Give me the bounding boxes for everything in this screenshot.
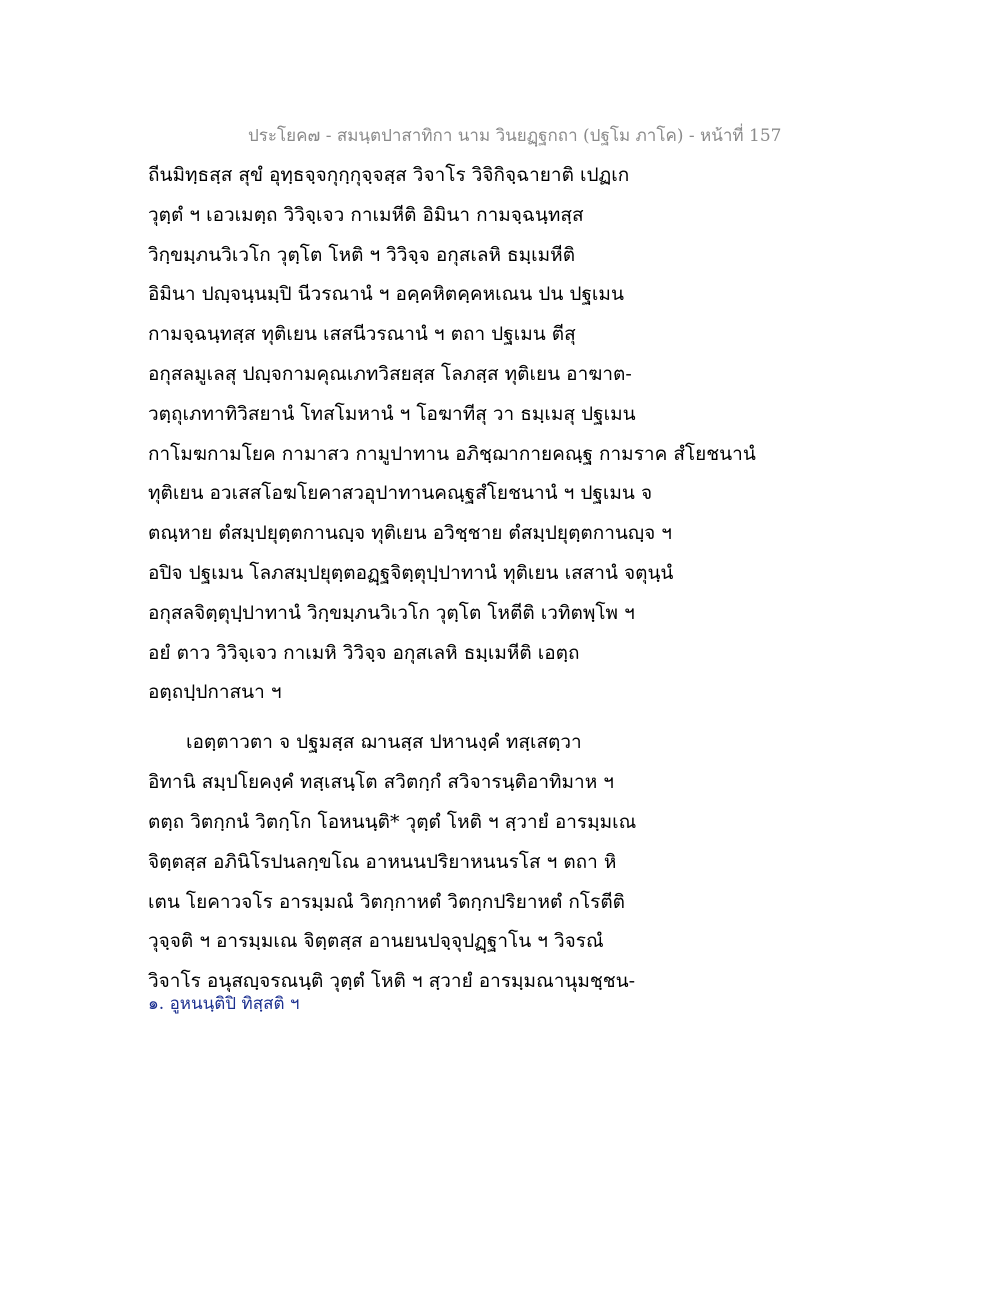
text-line: อกุสลจิตฺตุปฺปาทานํ วิกฺขมฺภนวิเวโก วุตฺโต โหตีติ เวทิตพฺโพ ฯ: [148, 601, 635, 624]
text-line: กาโมฆกามโยค กามาสว กามูปาทาน อภิชฺฌากายคณฺฐ กามราค สํโยชนานํ: [148, 442, 756, 465]
text-line: ถีนมิทฺธสฺส สุขํ อุทฺธจฺจกุกฺกุจฺจสฺส วิจาโร วิจิกิจฺฉายาติ เปฏเก: [148, 164, 630, 186]
text-line: อยํ ตาว วิวิจฺเจว กาเมหิ วิวิจฺจ อกุสเลหิ ธมฺเมหีติ เอตฺถ: [148, 641, 580, 664]
text-line: กามจฺฉนฺทสฺส ทุติเยน เสสนีวรณานํ ฯ ตถา ปฐเมน ตีสุ: [148, 323, 576, 346]
text-line: อิมินา ปญฺจนฺนมฺปิ นีวรณานํ ฯ อคฺคหิตคฺคหเณน ปน ปฐเมน: [148, 283, 624, 306]
text-line: อกุสลมูเลสุ ปญฺจกามคุณเภทวิสยสฺส โลภสฺส ทุติเยน อาฆาต-: [148, 362, 632, 385]
running-header: ประโยค๗ - สมนฺตปาสาทิกา นาม วินยฏฺฐกถา (ปฐโม ภาโค) - หน้าที่ 157: [248, 126, 782, 146]
text-line: อิทานิ สมฺปโยคงฺคํ ทสฺเสนฺโต สวิตกฺกํ สวิจารนฺติอาทิมาห ฯ: [148, 771, 614, 794]
text-line: ตณฺหาย ตํสมฺปยุตฺตกานญฺจ ทุติเยน อวิชฺชาย ตํสมฺปยุตฺตกานญฺจ ฯ: [148, 522, 672, 545]
text-line: วุจฺจติ ฯ อารมฺมเณ จิตฺตสฺส อานยนปจฺจุปฏฺฐาโน ฯ วิจรณํ: [148, 930, 604, 953]
text-line: ทุติเยน อวเสสโอฆโยคาสวอุปาทานคณฺฐสํโยชนานํ ฯ ปฐเมน จ: [148, 482, 653, 505]
text-line: เตน โยคาวจโร อารมฺมณํ วิตกฺกาหตํ วิตกฺกปริยาหตํ กโรตีติ: [148, 890, 625, 913]
text-line: อปิจ ปฐเมน โลภสมฺปยุตฺตอฏฺฐจิตฺตุปฺปาทานํ ทุติเยน เสสานํ จตุนฺนํ: [148, 561, 674, 584]
text-line: วุตฺตํ ฯ เอวเมตฺถ วิวิจฺเจว กาเมหีติ อิมินา กามจฺฉนฺทสฺส: [148, 203, 584, 226]
body-text: [148, 160, 768, 1006]
text-line: ตตฺถ วิตกฺกนํ วิตกฺโก โอหนนฺติ* วุตฺตํ โหติ ฯ สฺวายํ อารมฺมเณ: [148, 810, 637, 833]
text-line: อตฺถปฺปกาสนา ฯ: [148, 681, 282, 704]
text-line: จิตฺตสฺส อภินิโรปนลกฺขโณ อาหนนปริยาหนนรโส ฯ ตถา หิ: [148, 850, 617, 873]
text-line-indented: เอตฺตาวตา จ ปฐมสฺส ฌานสฺส ปหานงฺคํ ทสฺเสตฺวา: [186, 731, 582, 754]
text-line: วิจาโร อนุสญฺจรณนฺติ วุตฺตํ โหติ ฯ สฺวายํ อารมฺมณานุมชฺชน-: [148, 970, 636, 993]
text-line: วิกฺขมฺภนวิเวโก วุตฺโต โหติ ฯ วิวิจฺจ อกุสเลหิ ธมฺเมหีติ: [148, 243, 576, 266]
text-line: วตฺถุเภทาทิวิสยานํ โทสโมหานํ ฯ โอฆาทีสุ วา ธมฺเมสุ ปฐเมน: [148, 402, 636, 425]
footnote: ๑. อูหนนฺติปิ ทิสฺสติ ฯ: [148, 994, 300, 1014]
